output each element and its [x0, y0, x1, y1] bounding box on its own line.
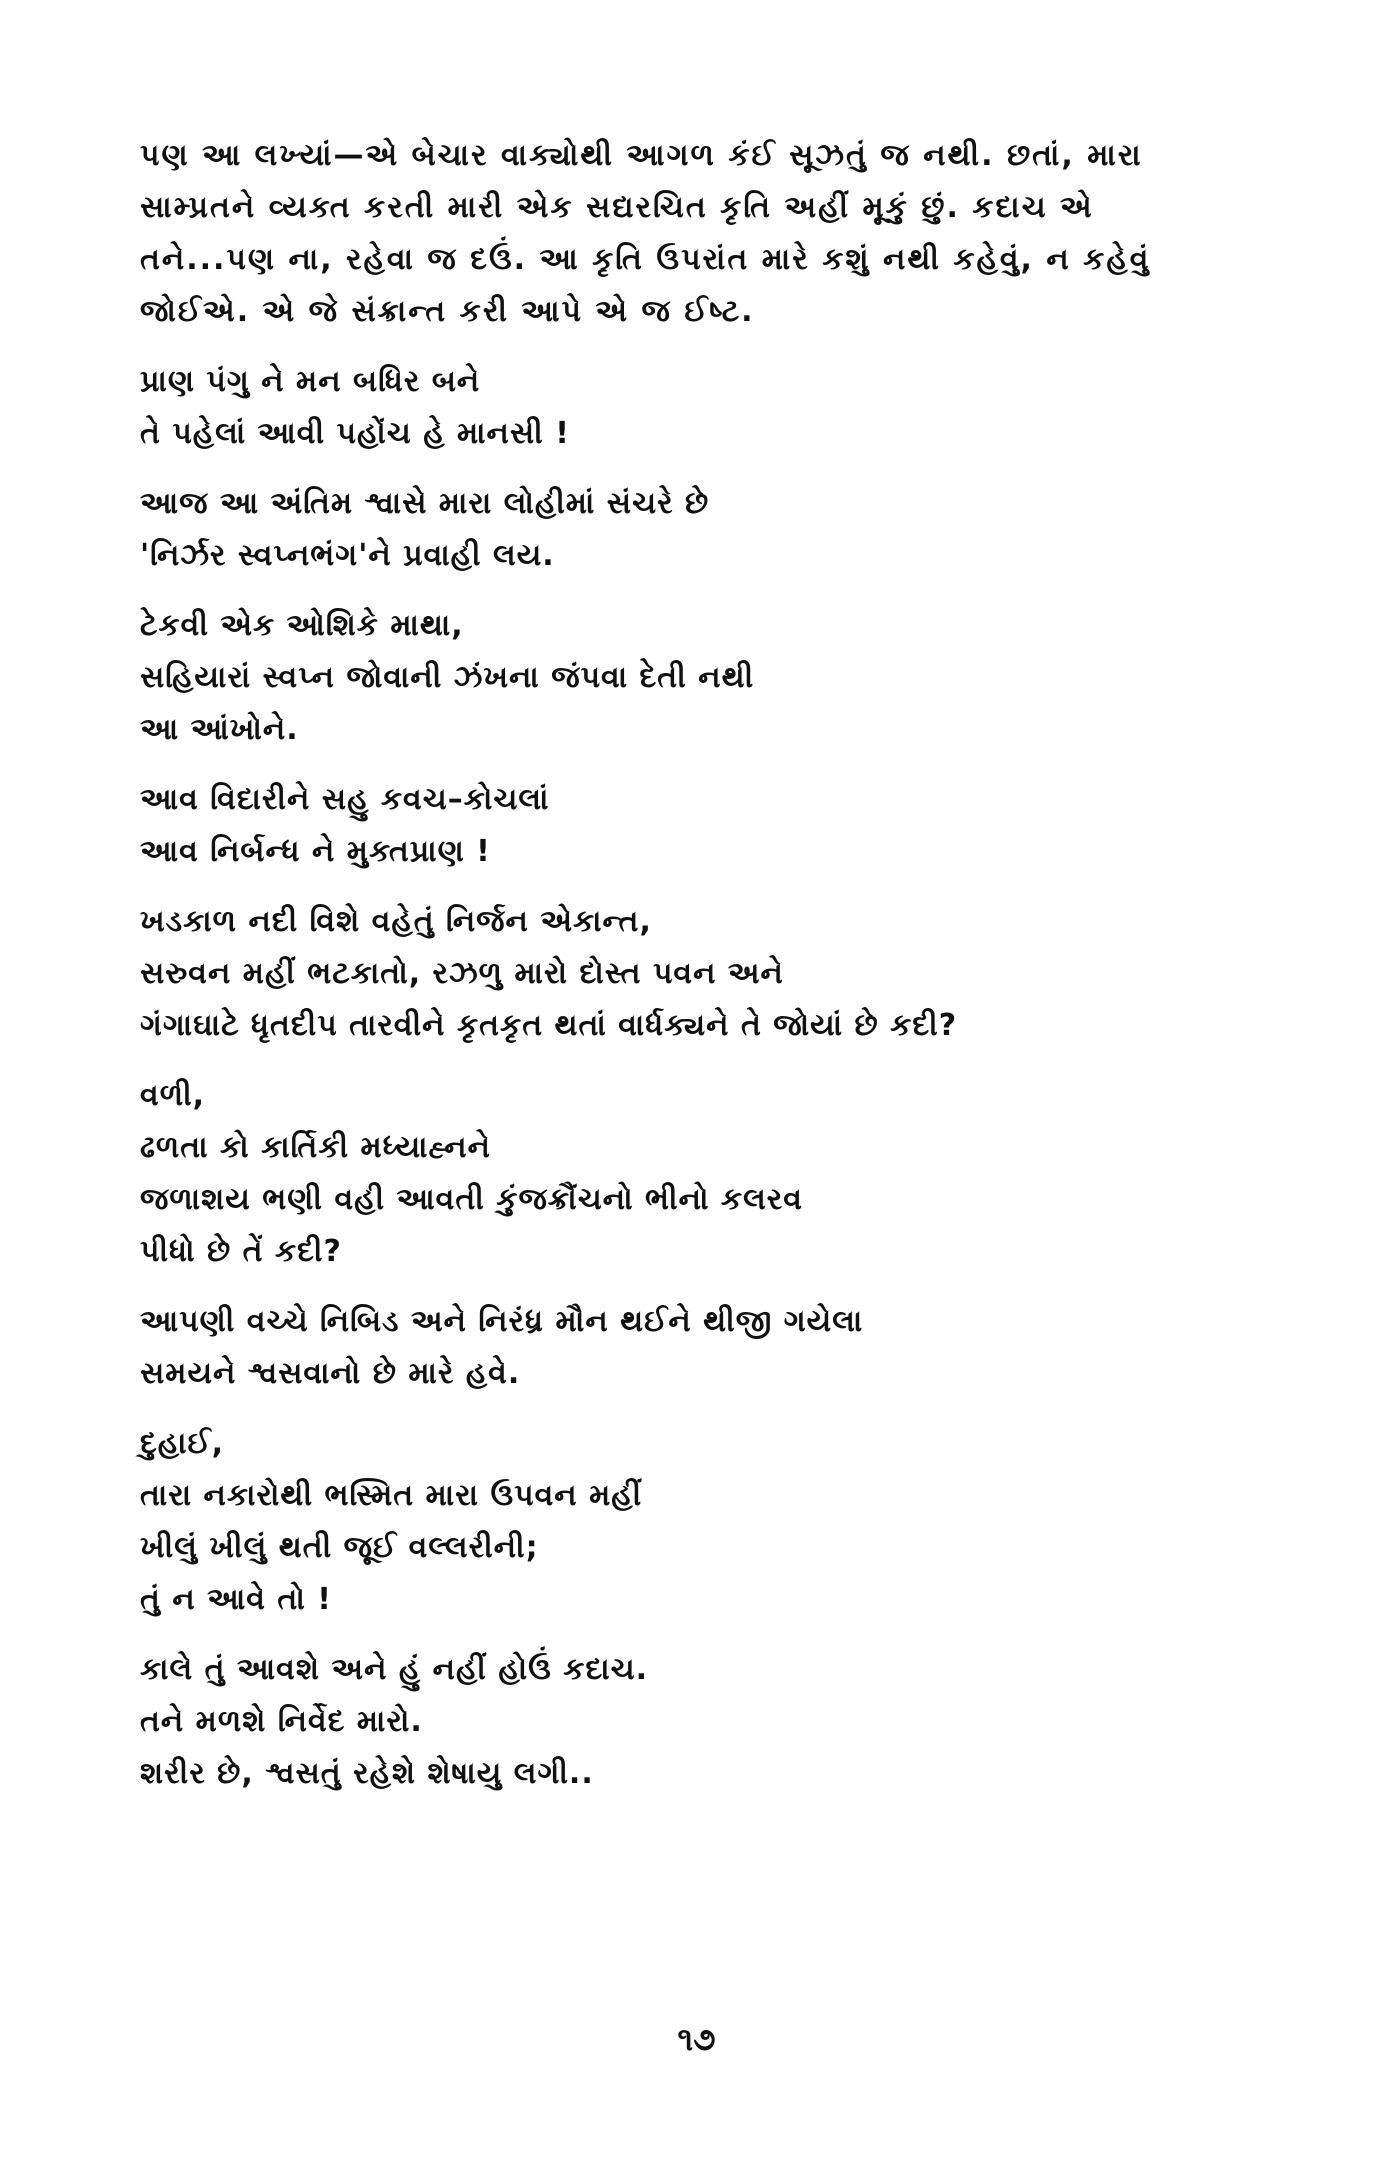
- poem-line: આવ નિર્બન્ધ ને મુક્તપ્રાણ !: [140, 834, 491, 869]
- poem-line: સમયને શ્વસવાનો છે મારે હવે.: [140, 1356, 521, 1391]
- poem-line: સહિયારાં સ્વપ્ન જોવાની ઝંખના જંપવા દેતી નથી: [140, 660, 755, 695]
- poem-line: ખીલું ખીલું થતી જૂઈ વલ્લરીની;: [140, 1530, 539, 1565]
- poem-stanza: [140, 1644, 1270, 1800]
- poem-stanza: [140, 1418, 1270, 1626]
- prose-line: પણ આ લખ્યાં—એ બેચાર વાક્યોથી આગળ કંઈ સૂઝતું જ નથી. છતાં, મારા: [140, 138, 1143, 173]
- poem-line: ગંગાઘાટે ધૃતદીપ તારવીને કૃતકૃત થતાં વાર્ધક્યને તે જોયાં છે કદી?: [140, 1008, 958, 1043]
- poem-line: દુહાઈ,: [140, 1426, 225, 1461]
- poem-line: જળાશય ભણી વહી આવતી કુંજક્રૌંચનો ભીનો કલરવ: [140, 1182, 803, 1217]
- poem-stanza: [140, 1296, 1270, 1400]
- poem-stanza: [140, 774, 1270, 878]
- poem-line: આવ વિદારીને સહુ કવચ–કોચલાં: [140, 782, 550, 817]
- poem-line: સરુવન મહીં ભટકાતો, રઝળુ મારો દોસ્ત પવન અને: [140, 956, 784, 991]
- page-content: [140, 130, 1270, 1818]
- poem-stanza: [140, 600, 1270, 756]
- poem-line: તારા નકારોથી ભસ્મિત મારા ઉપવન મહીં: [140, 1478, 643, 1513]
- poem-line: ટેકવી એક ઓશિકે માથા,: [140, 608, 464, 643]
- prose-line: જોઈએ. એ જે સંક્રાન્ત કરી આપે એ જ ઈષ્ટ.: [140, 294, 755, 329]
- poem-line: આજ આ અંતિમ શ્વાસે મારા લોહીમાં સંચરે છે: [140, 486, 710, 521]
- poem-line: પ્રાણ પંગુ ને મન બધિર બને: [140, 364, 481, 399]
- poem-line: પીધો છે તેં કદી?: [140, 1234, 342, 1269]
- intro-paragraph: [140, 130, 1270, 338]
- poem-line: ખડકાળ નદી વિશે વહેતું નિર્જન એકાન્ત,: [140, 904, 652, 939]
- poem-line: વળી,: [140, 1078, 206, 1113]
- poem-line: ઢળતા કો કાર્તિકી મધ્યાહ્નને: [140, 1130, 491, 1165]
- poem-line: આપણી વચ્ચે નિબિડ અને નિરંધ્ર મૌન થઈને થીજી ગયેલા: [140, 1304, 864, 1339]
- poem-line: 'નિર્ઝર સ્વપ્નભંગ'ને પ્રવાહી લય.: [140, 538, 555, 573]
- poem-stanza: [140, 896, 1270, 1052]
- page-number: ૧૭: [677, 2020, 716, 2058]
- poem-line: કાલે તું આવશે અને હું નહીં હોઉં કદાચ.: [140, 1652, 648, 1687]
- poem-stanza: [140, 356, 1270, 460]
- poem-stanza: [140, 1070, 1270, 1278]
- poem-line: તું ન આવે તો !: [140, 1582, 332, 1617]
- poem-stanza: [140, 478, 1270, 582]
- prose-line: સામ્પ્રતને વ્યક્ત કરતી મારી એક સદ્યરચિત કૃતિ અહીં મૂકું છું. કદાચ એ: [140, 190, 1094, 225]
- poem-line: શરીર છે, શ્વસતું રહેશે શેષાયુ લગી..: [140, 1756, 594, 1791]
- poem-line: તને મળશે નિર્વેદ મારો.: [140, 1704, 423, 1739]
- poem-line: તે પહેલાં આવી પહોંચ હે માનસી !: [140, 416, 570, 451]
- poem-line: આ આંખોને.: [140, 712, 299, 747]
- prose-line: તને...પણ ના, રહેવા જ દઉં. આ કૃતિ ઉપરાંત મારે કશું નથી કહેવું, ન કહેવું: [140, 242, 1151, 277]
